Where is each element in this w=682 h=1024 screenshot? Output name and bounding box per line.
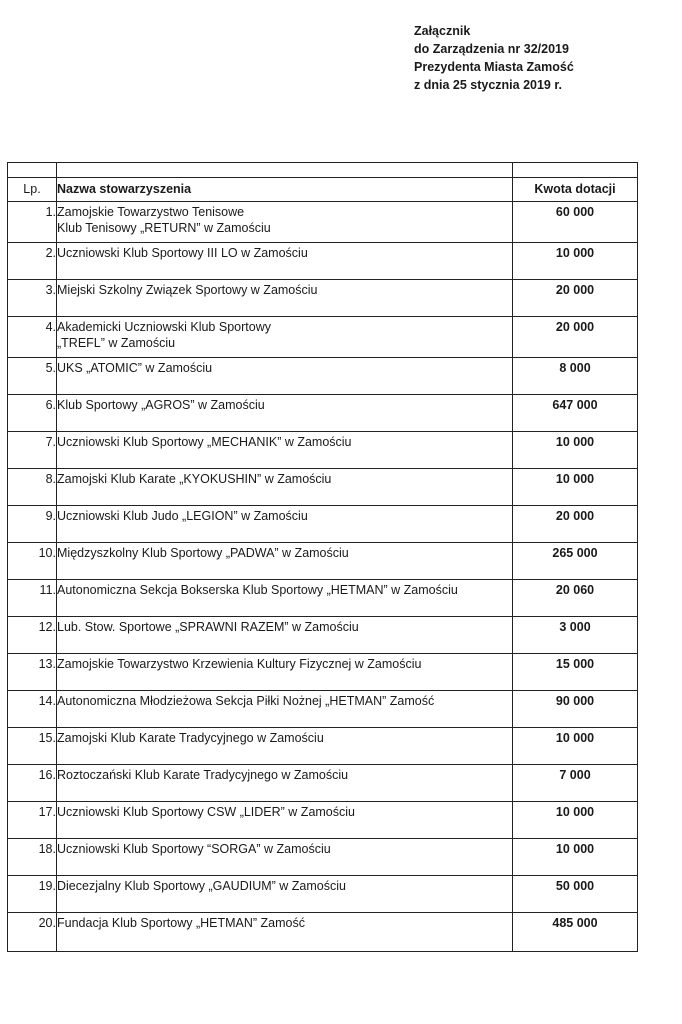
association-name xyxy=(57,280,513,317)
row-number: 6. xyxy=(8,395,57,432)
association-name-line: Autonomiczna Sekcja Bokserska Klub Sportowy „HETMAN” w Zamościu xyxy=(57,583,458,597)
table-row xyxy=(8,506,638,543)
association-name xyxy=(57,543,513,580)
row-number: 15. xyxy=(8,728,57,765)
association-name-line: Międzyszkolny Klub Sportowy „PADWA” w Zamościu xyxy=(57,546,349,560)
association-name-line: Uczniowski Klub Sportowy CSW „LIDER” w Zamościu xyxy=(57,805,355,819)
table-row xyxy=(8,913,638,952)
association-name xyxy=(57,802,513,839)
association-name-line: Zamojski Klub Karate „KYOKUSHIN” w Zamościu xyxy=(57,472,332,486)
grant-amount: 10 000 xyxy=(513,839,638,876)
row-number: 7. xyxy=(8,432,57,469)
grant-amount: 10 000 xyxy=(513,469,638,506)
grant-amount: 60 000 xyxy=(513,202,638,243)
association-name xyxy=(57,580,513,617)
column-header-name: Nazwa stowarzyszenia xyxy=(57,178,513,202)
association-name xyxy=(57,913,513,952)
row-number: 10. xyxy=(8,543,57,580)
table-row xyxy=(8,469,638,506)
row-number: 1. xyxy=(8,202,57,243)
association-name xyxy=(57,654,513,691)
table-top-spacer xyxy=(8,163,638,178)
table-row xyxy=(8,280,638,317)
association-name xyxy=(57,358,513,395)
row-number: 14. xyxy=(8,691,57,728)
row-number: 4. xyxy=(8,317,57,358)
table-row xyxy=(8,617,638,654)
association-name xyxy=(57,876,513,913)
association-name-line: Zamojski Klub Karate Tradycyjnego w Zamościu xyxy=(57,731,324,745)
grant-amount: 485 000 xyxy=(513,913,638,952)
grant-amount: 8 000 xyxy=(513,358,638,395)
grant-amount: 90 000 xyxy=(513,691,638,728)
association-name-line: Akademicki Uczniowski Klub Sportowy xyxy=(57,320,271,334)
grants-table xyxy=(7,162,638,952)
table-row xyxy=(8,202,638,243)
grant-amount: 20 000 xyxy=(513,280,638,317)
grant-amount: 7 000 xyxy=(513,765,638,802)
grant-amount: 647 000 xyxy=(513,395,638,432)
association-name-line: Diecezjalny Klub Sportowy „GAUDIUM” w Zamościu xyxy=(57,879,346,893)
association-name xyxy=(57,395,513,432)
association-name xyxy=(57,506,513,543)
row-number: 8. xyxy=(8,469,57,506)
row-number: 17. xyxy=(8,802,57,839)
grant-amount: 10 000 xyxy=(513,243,638,280)
grant-amount: 20 000 xyxy=(513,317,638,358)
row-number: 11. xyxy=(8,580,57,617)
association-name-line: Lub. Stow. Sportowe „SPRAWNI RAZEM” w Zamościu xyxy=(57,620,359,634)
table-row xyxy=(8,876,638,913)
row-number: 3. xyxy=(8,280,57,317)
association-name-line: Klub Tenisowy „RETURN” w Zamościu xyxy=(57,221,271,235)
association-name xyxy=(57,469,513,506)
association-name xyxy=(57,317,513,358)
table-row xyxy=(8,432,638,469)
grant-amount: 265 000 xyxy=(513,543,638,580)
association-name xyxy=(57,765,513,802)
row-number: 16. xyxy=(8,765,57,802)
association-name-line: Uczniowski Klub Judo „LEGION” w Zamościu xyxy=(57,509,308,523)
table-row xyxy=(8,358,638,395)
grant-amount: 3 000 xyxy=(513,617,638,654)
association-name-line: UKS „ATOMIC” w Zamościu xyxy=(57,361,213,375)
table-row xyxy=(8,243,638,280)
association-name-line: Klub Sportowy „AGROS” w Zamościu xyxy=(57,398,265,412)
table-row xyxy=(8,317,638,358)
grant-amount: 15 000 xyxy=(513,654,638,691)
table-row xyxy=(8,395,638,432)
association-name-line: Roztoczański Klub Karate Tradycyjnego w Zamościu xyxy=(57,768,349,782)
grant-amount: 20 060 xyxy=(513,580,638,617)
column-header-lp: Lp. xyxy=(8,178,57,202)
grant-amount: 10 000 xyxy=(513,802,638,839)
attachment-header xyxy=(414,22,674,94)
row-number: 12. xyxy=(8,617,57,654)
association-name xyxy=(57,617,513,654)
association-name-line: Autonomiczna Młodzieżowa Sekcja Piłki Nożnej „HETMAN” Zamość xyxy=(57,694,435,708)
grant-amount: 10 000 xyxy=(513,728,638,765)
header-line-ordinance: do Zarządzenia nr 32/2019 xyxy=(414,42,569,56)
row-number: 18. xyxy=(8,839,57,876)
row-number: 9. xyxy=(8,506,57,543)
row-number: 19. xyxy=(8,876,57,913)
association-name-line: „TREFL” w Zamościu xyxy=(57,336,176,350)
grant-amount: 10 000 xyxy=(513,432,638,469)
table-row xyxy=(8,802,638,839)
association-name xyxy=(57,691,513,728)
association-name-line: Uczniowski Klub Sportowy III LO w Zamościu xyxy=(57,246,308,260)
table-row xyxy=(8,543,638,580)
association-name-line: Zamojskie Towarzystwo Tenisowe xyxy=(57,205,245,219)
grant-amount: 50 000 xyxy=(513,876,638,913)
table-row xyxy=(8,728,638,765)
association-name xyxy=(57,839,513,876)
table-row xyxy=(8,765,638,802)
column-header-amount: Kwota dotacji xyxy=(513,178,638,202)
table-row xyxy=(8,839,638,876)
table-body xyxy=(8,202,638,952)
header-line-mayor: Prezydenta Miasta Zamość xyxy=(414,60,574,74)
table-row xyxy=(8,580,638,617)
row-number: 2. xyxy=(8,243,57,280)
association-name xyxy=(57,728,513,765)
row-number: 20. xyxy=(8,913,57,952)
grant-amount: 20 000 xyxy=(513,506,638,543)
association-name xyxy=(57,243,513,280)
association-name-line: Uczniowski Klub Sportowy “SORGA” w Zamościu xyxy=(57,842,331,856)
header-line-date: z dnia 25 stycznia 2019 r. xyxy=(414,78,562,92)
association-name xyxy=(57,202,513,243)
table-row xyxy=(8,691,638,728)
association-name-line: Uczniowski Klub Sportowy „MECHANIK” w Zamościu xyxy=(57,435,352,449)
header-line-attachment: Załącznik xyxy=(414,24,471,38)
association-name-line: Miejski Szkolny Związek Sportowy w Zamościu xyxy=(57,283,318,297)
association-name xyxy=(57,432,513,469)
row-number: 5. xyxy=(8,358,57,395)
association-name-line: Zamojskie Towarzystwo Krzewienia Kultury Fizycznej w Zamościu xyxy=(57,657,422,671)
table-header-row xyxy=(8,178,638,202)
association-name-line: Fundacja Klub Sportowy „HETMAN” Zamość xyxy=(57,916,305,930)
row-number: 13. xyxy=(8,654,57,691)
table-row xyxy=(8,654,638,691)
